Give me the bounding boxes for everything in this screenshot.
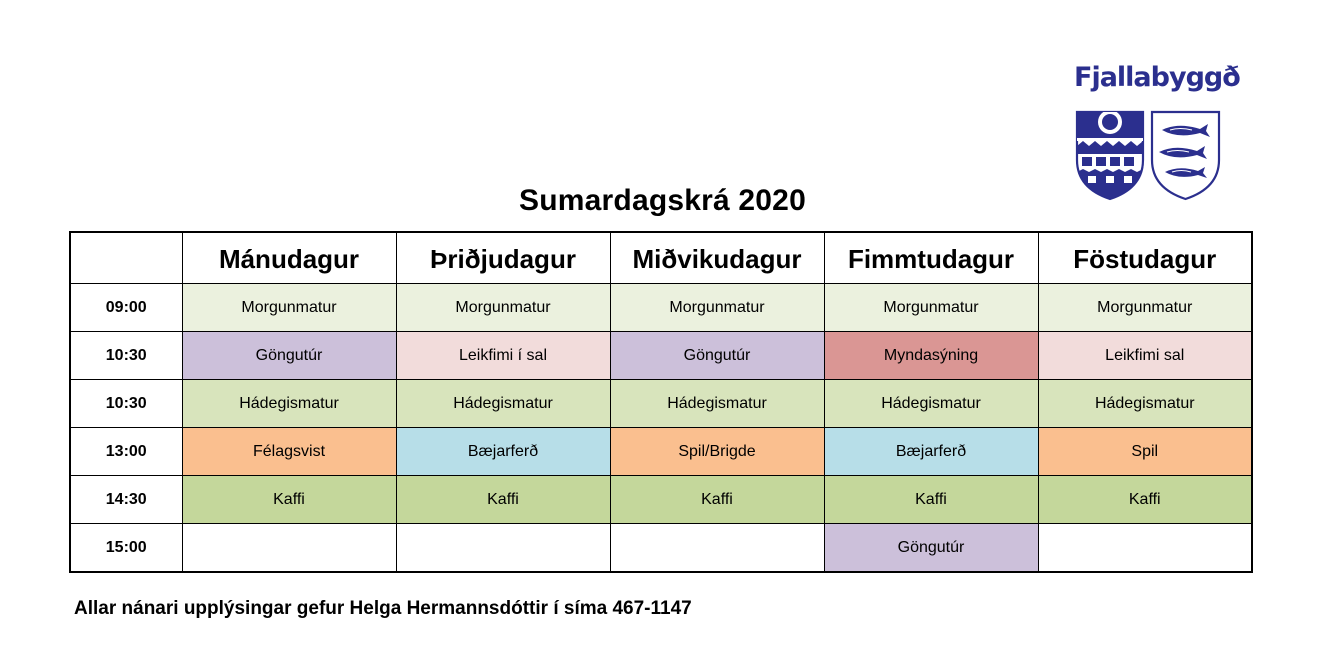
schedule-table [69,231,1253,573]
activity-cell: Leikfimi sal [1038,332,1252,380]
activity-cell: Hádegismatur [1038,380,1252,428]
time-cell: 14:30 [70,476,182,524]
time-cell: 10:30 [70,380,182,428]
day-header: Þriðjudagur [396,232,610,284]
activity-cell [610,524,824,573]
table-row [70,380,1252,428]
activity-cell [182,524,396,573]
activity-cell: Spil [1038,428,1252,476]
activity-cell: Göngutúr [182,332,396,380]
page-title: Sumardagskrá 2020 [519,184,806,217]
activity-cell: Hádegismatur [396,380,610,428]
activity-cell: Leikfimi í sal [396,332,610,380]
activity-cell: Bæjarferð [396,428,610,476]
time-cell: 09:00 [70,284,182,332]
table-row [70,476,1252,524]
day-header: Mánudagur [182,232,396,284]
activity-cell: Kaffi [610,476,824,524]
activity-cell: Göngutúr [824,524,1038,573]
table-row [70,332,1252,380]
activity-cell: Morgunmatur [182,284,396,332]
activity-cell: Morgunmatur [396,284,610,332]
activity-cell: Kaffi [824,476,1038,524]
activity-cell: Bæjarferð [824,428,1038,476]
activity-cell: Kaffi [1038,476,1252,524]
contact-info: Allar nánari upplýsingar gefur Helga Hermannsdóttir í síma 467-1147 [74,598,692,619]
activity-cell [1038,524,1252,573]
table-row [70,284,1252,332]
logo-text: Fjallabyggð [1074,62,1240,93]
activity-cell: Hádegismatur [182,380,396,428]
activity-cell: Morgunmatur [1038,284,1252,332]
activity-cell [396,524,610,573]
time-cell: 15:00 [70,524,182,573]
activity-cell: Kaffi [396,476,610,524]
time-cell: 10:30 [70,332,182,380]
day-header: Miðvikudagur [610,232,824,284]
activity-cell: Myndasýning [824,332,1038,380]
header-row [70,232,1252,284]
day-header: Fimmtudagur [824,232,1038,284]
table-row [70,428,1252,476]
table-row [70,524,1252,573]
corner-cell [70,232,182,284]
activity-cell: Morgunmatur [824,284,1038,332]
activity-cell: Kaffi [182,476,396,524]
activity-cell: Göngutúr [610,332,824,380]
activity-cell: Félagsvist [182,428,396,476]
day-header: Föstudagur [1038,232,1252,284]
activity-cell: Hádegismatur [824,380,1038,428]
time-cell: 13:00 [70,428,182,476]
activity-cell: Morgunmatur [610,284,824,332]
activity-cell: Hádegismatur [610,380,824,428]
activity-cell: Spil/Brigde [610,428,824,476]
